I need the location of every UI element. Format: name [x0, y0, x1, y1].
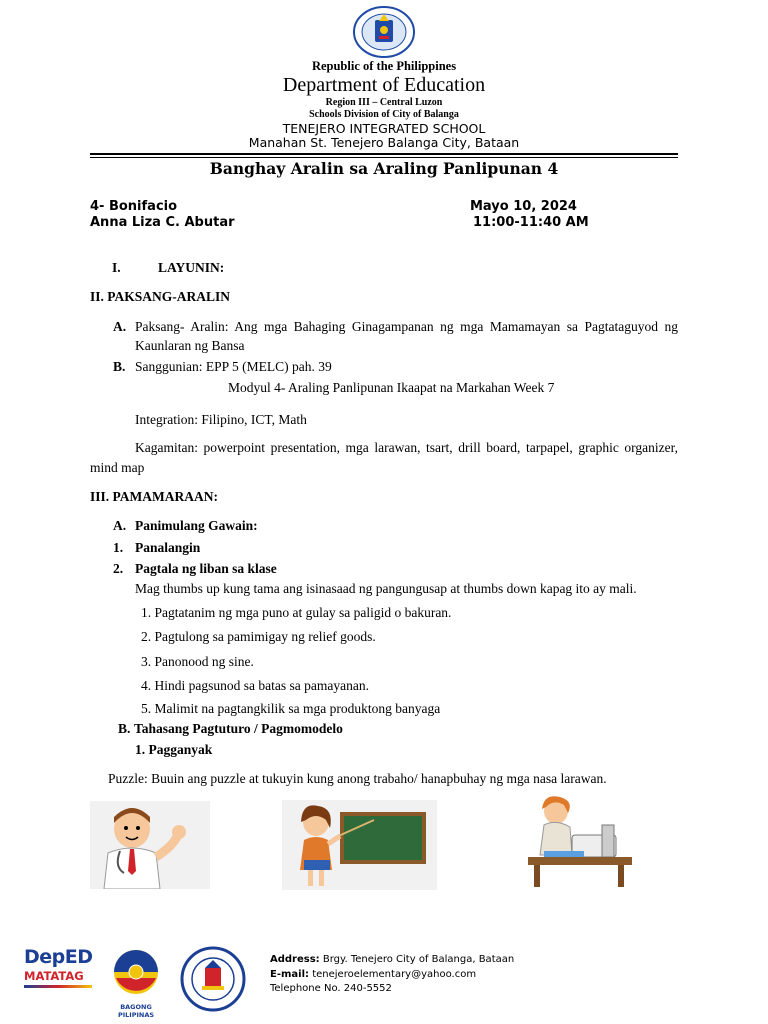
step-num-2: 2.	[113, 561, 124, 576]
instruction-text: Mag thumbs up kung tama ang isinasaad ng pangungusap at thumbs down kapag ito ay mali.	[135, 581, 637, 596]
department-title: Department of Education	[282, 74, 486, 96]
address-value: Brgy. Tenejero City of Balanga, Bataan	[322, 954, 515, 965]
teacher-image	[282, 800, 437, 890]
list-letter-b2: B.	[118, 721, 131, 736]
pagtala-ng-liban: Pagtala ng liban sa klase	[135, 561, 277, 576]
address-label: Address:	[270, 954, 320, 965]
panalangin: Panalangin	[135, 540, 201, 555]
list-letter-a: A.	[113, 319, 127, 334]
list-letter-b: B.	[113, 359, 126, 374]
list-letter-a2: A.	[113, 518, 127, 533]
teacher-name: Anna Liza C. Abutar	[90, 215, 235, 230]
integration-text: Integration: Filipino, ICT, Math	[135, 412, 307, 427]
telephone: Telephone No. 240-5552	[270, 983, 392, 994]
logo-stripe	[24, 985, 92, 988]
school-seal	[180, 946, 246, 1012]
doctor-image	[90, 801, 210, 889]
deped-wordmark: DepED	[24, 946, 93, 968]
panimulang-gawain: Panimulang Gawain:	[135, 518, 258, 533]
header-rule-thin	[90, 157, 678, 158]
republic-line: Republic of the Philippines	[311, 59, 457, 73]
paksang-aralin-text-cont: Kaunlaran ng Bansa	[135, 338, 245, 353]
heading-paksang-aralin: II. PAKSANG-ARALIN	[90, 289, 231, 304]
matatag-wordmark: MATATAG	[24, 969, 84, 983]
kagamitan-text: Kagamitan: powerpoint presentation, mga larawan, tsart, drill board, tarpapel, graphic organizer,	[135, 440, 678, 455]
bagong-pilipinas-logo	[106, 946, 166, 1019]
lesson-title: Banghay Aralin sa Araling Panlipunan 4	[209, 159, 559, 178]
puzzle-text: Puzzle: Buuin ang puzzle at tukuyin kung anong trabaho/ hanapbuhay ng mga nasa larawan.	[108, 771, 607, 786]
paksang-aralin-text: Paksang- Aralin: Ang mga Bahaging Ginagampanan ng mga Mamamayan sa Pagtataguyod ng	[135, 319, 678, 334]
heading-pamamaraan: III. PAMAMARAAN:	[90, 489, 218, 504]
tailor-image	[514, 795, 642, 891]
lesson-date: Mayo 10, 2024	[470, 199, 577, 214]
email-label: E-mail:	[270, 968, 310, 980]
kagamitan-text-cont: mind map	[90, 460, 145, 475]
lesson-time: 11:00-11:40 AM	[473, 215, 589, 230]
tahasang-pagtuturo: Tahasang Pagtuturo / Pagmomodelo	[134, 721, 343, 736]
list-item: 1. Pagtatanim ng mga puno at gulay sa paligid o bakuran.	[141, 605, 452, 620]
footer-contact	[270, 953, 514, 997]
heading-layunin: LAYUNIN:	[158, 260, 225, 275]
step-num-1: 1.	[113, 540, 124, 555]
deped-seal	[353, 6, 415, 58]
section-num-layunin: I.	[112, 260, 121, 275]
list-item: 5. Malimit na pagtangkilik sa mga produktong banyaga	[141, 701, 441, 716]
school-name: TENEJERO INTEGRATED SCHOOL	[282, 121, 486, 136]
pagganyak: 1. Pagganyak	[135, 742, 213, 757]
list-item: 3. Panonood ng sine.	[141, 654, 254, 669]
class-section: 4- Bonifacio	[90, 199, 178, 214]
modyul-text: Modyul 4- Araling Panlipunan Ikaapat na Markahan Week 7	[228, 380, 555, 395]
division-line: Schools Division of City of Balanga	[309, 109, 459, 120]
email-value: tenejeroelementary@yahoo.com	[312, 968, 477, 980]
header-rule	[90, 153, 678, 155]
school-address: Manahan St. Tenejero Balanga City, Bataan	[248, 135, 520, 150]
sanggunian-text: Sanggunian: EPP 5 (MELC) pah. 39	[135, 359, 332, 374]
region-line: Region III – Central Luzon	[325, 97, 443, 108]
list-item: 4. Hindi pagsunod sa batas sa pamayanan.	[141, 678, 369, 693]
bagong-pilipinas-text: BAGONG PILIPINAS	[117, 1003, 155, 1019]
list-item: 2. Pagtulong sa pamimigay ng relief goods.	[141, 629, 376, 644]
deped-matatag-logo	[24, 945, 94, 1001]
